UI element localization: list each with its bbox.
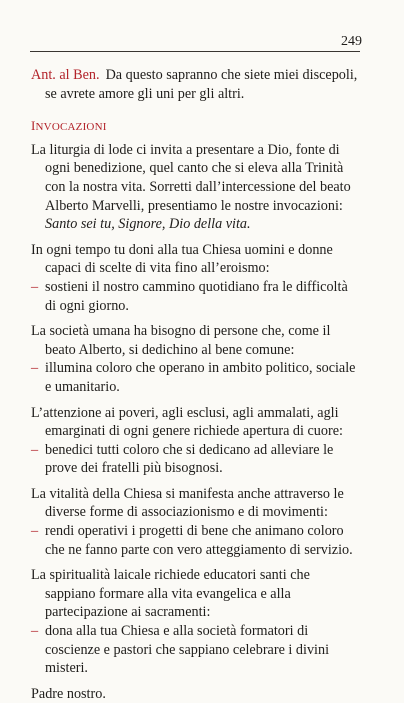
intercession-petition [31,522,361,559]
section-heading-rest: NVOCAZIONI [35,121,107,134]
dash-marker: – [31,278,39,295]
petition-text: dona alla tua Chiesa e alla società formatori di coscienze e pastori che sappiano celebrare i divini misteri. [45,623,330,677]
intro-paragraph [31,141,361,234]
petition-text: benedici tutti coloro che si dedicano ad alleviare le prove dei fratelli più bisognosi. [45,441,334,477]
dash-marker: – [31,523,39,540]
intercession-petition [31,359,361,396]
intercession-4 [31,485,361,559]
intro-response: Santo sei tu, Signore, Dio della vita. [45,216,251,233]
dash-marker: – [31,441,39,458]
closing-line: Padre nostro. [31,685,106,702]
intercession-statement: In ogni tempo tu doni alla tua Chiesa uomini e donne capaci di scelte di vita fino all’eroismo: [31,241,333,277]
antiphon [31,66,361,103]
intercession-2 [31,322,361,396]
page-number: 249 [341,34,362,49]
intercession-statement: La vitalità della Chiesa si manifesta anche attraverso le diverse forme di associazionismo e di movimenti: [31,485,344,521]
dash-marker: – [31,623,39,640]
intercession-3 [31,404,361,478]
antiphon-label: Ant. al Ben. [31,67,100,83]
section-heading-initial: I [31,118,36,134]
intercession-statement: L’attenzione ai poveri, agli esclusi, agli ammalati, agli emarginati di ogni genere richiede apertura di cuore: [31,404,343,440]
petition-text: illumina coloro che operano in ambito politico, sociale e umanitario. [45,360,356,395]
intercession-1 [31,241,361,315]
section-heading [31,117,361,137]
petition-text: sostieni il nostro cammino quotidiano fra le difficoltà di ogni giorno. [45,278,348,314]
antiphon-text: Da questo sapranno che siete miei discepoli, se avrete amore gli uni per gli altri. [45,67,358,102]
header-rule [30,51,360,52]
page-content [31,66,361,703]
dash-marker: – [31,360,39,377]
intercession-5 [31,566,361,678]
intercession-petition [31,441,361,478]
intercession-statement: La società umana ha bisogno di persone che, come il beato Alberto, si dedichino al bene comune: [31,323,331,358]
intercession-petition [31,278,361,315]
intro-text: La liturgia di lode ci invita a presentare a Dio, fonte di ogni benedizione, quel canto che si eleva alla Trinità con la nostra vita. Sorretti dall’intercessione del beato Alberto Marvelli, presentiamo le nostre invocazioni: [31,141,351,214]
petition-text: rendi operativi i progetti di bene che animano coloro che ne fanno parte con vero atteggiamento di servizio. [45,523,353,558]
intercession-petition [31,622,361,678]
intercession-statement: La spiritualità laicale richiede educatori santi che sappiano formare alla vita evangelica e alla partecipazione ai sacramenti: [31,567,310,621]
